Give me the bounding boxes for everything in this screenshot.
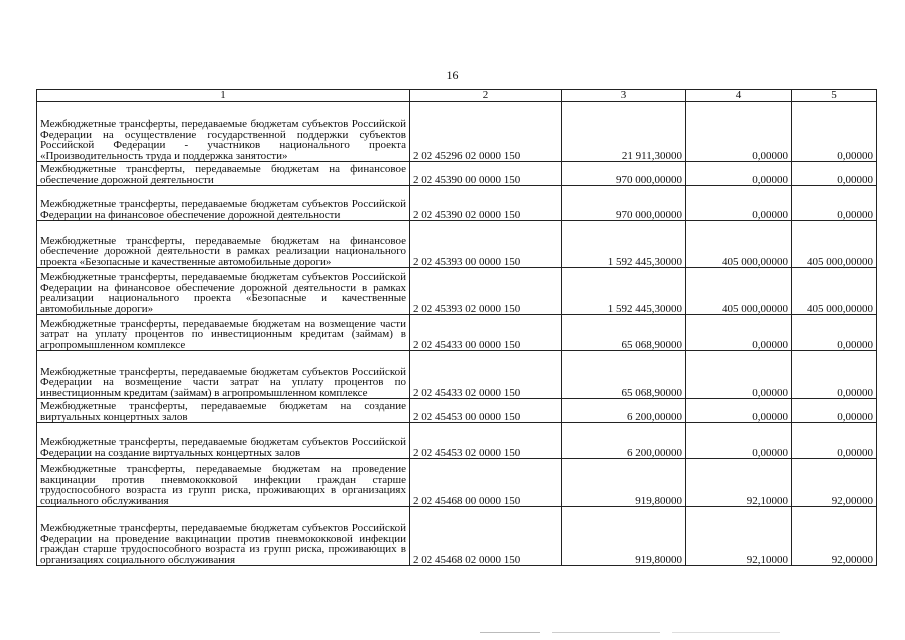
table-row: [37, 423, 877, 459]
column-header-3: 3: [562, 90, 686, 102]
row-value-col3: 6 200,00000: [562, 399, 686, 423]
table-row: [37, 507, 877, 566]
row-name-cell: Межбюджетные трансферты, передаваемые бюджетам субъектов Российской Федерации на проведение вакцинации против пневмококковой инфекции граждан старше трудоспособного возраста из групп риска, проживающих в организациях социального обслуживания: [37, 507, 410, 566]
row-value-col5: 0,00000: [792, 315, 877, 351]
row-value-col3: 1 592 445,30000: [562, 221, 686, 268]
row-value-col4: 0,00000: [686, 399, 792, 423]
row-value-col3: 6 200,00000: [562, 423, 686, 459]
row-name-cell: Межбюджетные трансферты, передаваемые бюджетам субъектов Российской Федерации на создание виртуальных концертных залов: [37, 423, 410, 459]
row-code-cell: 2 02 45433 00 0000 150: [410, 315, 562, 351]
row-value-col5: 405 000,00000: [792, 268, 877, 315]
row-value-col4: 0,00000: [686, 423, 792, 459]
budget-table: [36, 89, 877, 566]
row-code-cell: 2 02 45468 02 0000 150: [410, 507, 562, 566]
row-value-col4: 0,00000: [686, 315, 792, 351]
row-value-col3: 919,80000: [562, 459, 686, 507]
row-value-col5: 92,00000: [792, 459, 877, 507]
page-number: 16: [446, 68, 459, 82]
row-code-cell: 2 02 45393 00 0000 150: [410, 221, 562, 268]
row-name-cell: Межбюджетные трансферты, передаваемые бюджетам на возмещение части затрат на уплату процентов по инвестиционным кредитам (займам) в агропромышленном комплексе: [37, 315, 410, 351]
row-value-col4: 0,00000: [686, 351, 792, 399]
column-header-2: 2: [410, 90, 562, 102]
table-row: [37, 459, 877, 507]
row-value-col4: 0,00000: [686, 102, 792, 162]
row-value-col3: 970 000,00000: [562, 162, 686, 186]
row-value-col3: 21 911,30000: [562, 102, 686, 162]
column-header-4: 4: [686, 90, 792, 102]
row-code-cell: 2 02 45390 02 0000 150: [410, 186, 562, 221]
table-row: [37, 221, 877, 268]
row-value-col5: 0,00000: [792, 423, 877, 459]
row-value-col3: 65 068,90000: [562, 351, 686, 399]
table-row: [37, 315, 877, 351]
scan-artifact-line: [480, 632, 780, 633]
row-name-cell: Межбюджетные трансферты, передаваемые бюджетам на проведение вакцинации против пневмококковой инфекции граждан старше трудоспособного возраста из групп риска, проживающих в организациях социального обслуживания: [37, 459, 410, 507]
row-code-cell: 2 02 45390 00 0000 150: [410, 162, 562, 186]
row-code-cell: 2 02 45393 02 0000 150: [410, 268, 562, 315]
column-header-1: 1: [37, 90, 410, 102]
row-code-cell: 2 02 45433 02 0000 150: [410, 351, 562, 399]
row-code-cell: 2 02 45296 02 0000 150: [410, 102, 562, 162]
row-name-cell: Межбюджетные трансферты, передаваемые бюджетам субъектов Российской Федерации на финансовое обеспечение дорожной деятельности: [37, 186, 410, 221]
row-code-cell: 2 02 45453 02 0000 150: [410, 423, 562, 459]
table-row: [37, 186, 877, 221]
row-code-cell: 2 02 45453 00 0000 150: [410, 399, 562, 423]
row-value-col4: 405 000,00000: [686, 221, 792, 268]
row-value-col5: 405 000,00000: [792, 221, 877, 268]
row-value-col3: 65 068,90000: [562, 315, 686, 351]
column-header-5: 5: [792, 90, 877, 102]
row-name-cell: Межбюджетные трансферты, передаваемые бюджетам на создание виртуальных концертных залов: [37, 399, 410, 423]
row-value-col4: 405 000,00000: [686, 268, 792, 315]
row-name-cell: Межбюджетные трансферты, передаваемые бюджетам субъектов Российской Федерации на осуществление государственной поддержки субъектов Российской Федерации - участников национального проекта «Производительность труда и поддержка занятости»: [37, 102, 410, 162]
table-row: [37, 102, 877, 162]
row-code-cell: 2 02 45468 00 0000 150: [410, 459, 562, 507]
row-value-col5: 0,00000: [792, 351, 877, 399]
row-value-col5: 0,00000: [792, 102, 877, 162]
table-row: [37, 351, 877, 399]
row-value-col5: 0,00000: [792, 186, 877, 221]
table-header-row: [37, 90, 877, 102]
row-value-col3: 1 592 445,30000: [562, 268, 686, 315]
row-value-col4: 92,10000: [686, 459, 792, 507]
table-row: [37, 268, 877, 315]
row-name-cell: Межбюджетные трансферты, передаваемые бюджетам субъектов Российской Федерации на возмещение части затрат на уплату процентов по инвестиционным кредитам (займам) в агропромышленном комплексе: [37, 351, 410, 399]
row-value-col5: 0,00000: [792, 162, 877, 186]
row-value-col4: 0,00000: [686, 186, 792, 221]
row-name-cell: Межбюджетные трансферты, передаваемые бюджетам на финансовое обеспечение дорожной деятельности в рамках реализации национального проекта «Безопасные и качественные автомобильные дороги»: [37, 221, 410, 268]
row-name-cell: Межбюджетные трансферты, передаваемые бюджетам субъектов Российской Федерации на финансовое обеспечение дорожной деятельности в рамках реализации национального проекта «Безопасные и качественные автомобильные дороги»: [37, 268, 410, 315]
row-value-col4: 0,00000: [686, 162, 792, 186]
row-value-col4: 92,10000: [686, 507, 792, 566]
table-row: [37, 399, 877, 423]
row-name-cell: Межбюджетные трансферты, передаваемые бюджетам на финансовое обеспечение дорожной деятельности: [37, 162, 410, 186]
table-body: [37, 102, 877, 566]
row-value-col3: 919,80000: [562, 507, 686, 566]
table-row: [37, 162, 877, 186]
row-value-col5: 0,00000: [792, 399, 877, 423]
row-value-col5: 92,00000: [792, 507, 877, 566]
row-value-col3: 970 000,00000: [562, 186, 686, 221]
